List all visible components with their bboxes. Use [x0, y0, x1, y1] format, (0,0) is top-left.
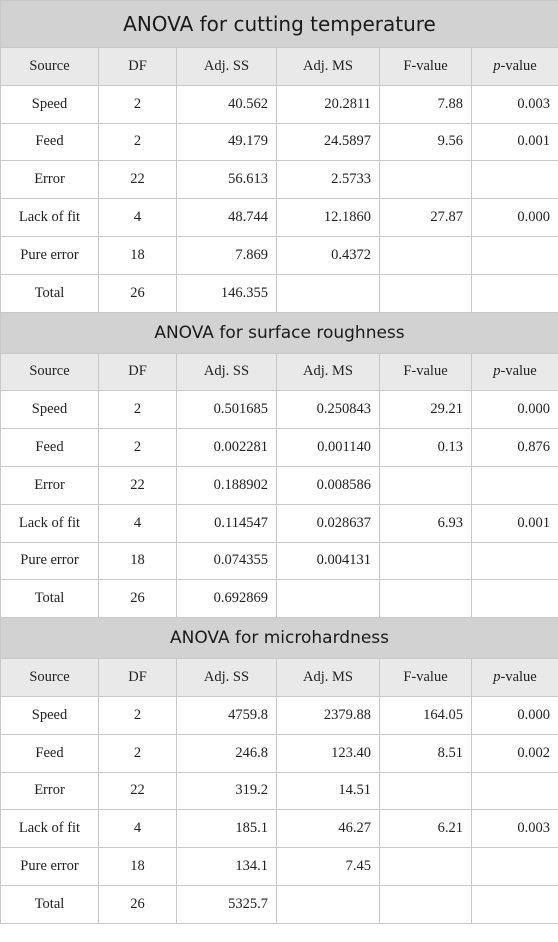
cell-adj-ms: 24.5897 — [277, 123, 380, 161]
cell-adj-ms: 20.2811 — [277, 85, 380, 123]
cell-p-value: 0.000 — [472, 391, 558, 429]
table-row — [1, 466, 558, 504]
header-adj-ss: Adj. SS — [177, 353, 277, 391]
cell-adj-ss: 319.2 — [177, 772, 277, 810]
table-row — [1, 429, 558, 467]
cell-adj-ms: 14.51 — [277, 772, 380, 810]
cell-adj-ms — [277, 274, 380, 312]
cell-adj-ms: 0.4372 — [277, 236, 380, 274]
cell-source: Error — [1, 161, 99, 199]
cell-source: Lack of fit — [1, 199, 99, 237]
cell-p-value: 0.000 — [472, 199, 558, 237]
cell-df: 26 — [99, 274, 177, 312]
section-title-row — [1, 1, 558, 48]
cell-p-value — [472, 848, 558, 886]
cell-df: 22 — [99, 772, 177, 810]
table-row — [1, 696, 558, 734]
header-source: Source — [1, 48, 99, 86]
cell-adj-ss: 40.562 — [177, 85, 277, 123]
cell-f-value: 27.87 — [380, 199, 472, 237]
cell-source: Error — [1, 466, 99, 504]
cell-source: Speed — [1, 391, 99, 429]
cell-f-value — [380, 848, 472, 886]
cell-p-value: 0.003 — [472, 810, 558, 848]
cell-f-value — [380, 274, 472, 312]
header-p-value — [472, 48, 558, 86]
cell-f-value: 7.88 — [380, 85, 472, 123]
cell-f-value — [380, 542, 472, 580]
header-df: DF — [99, 659, 177, 697]
cell-adj-ss: 146.355 — [177, 274, 277, 312]
cell-df: 18 — [99, 542, 177, 580]
cell-p-value: 0.000 — [472, 696, 558, 734]
cell-source: Feed — [1, 429, 99, 467]
cell-adj-ms: 0.250843 — [277, 391, 380, 429]
cell-p-value: 0.003 — [472, 85, 558, 123]
cell-f-value: 6.93 — [380, 504, 472, 542]
cell-source: Total — [1, 580, 99, 618]
cell-f-value: 8.51 — [380, 734, 472, 772]
header-p-suffix: -value — [500, 57, 537, 74]
cell-adj-ms: 0.004131 — [277, 542, 380, 580]
table-row — [1, 542, 558, 580]
cell-p-value — [472, 161, 558, 199]
table-row — [1, 580, 558, 618]
header-f-value: F-value — [380, 353, 472, 391]
cell-df: 2 — [99, 696, 177, 734]
cell-adj-ms: 2.5733 — [277, 161, 380, 199]
cell-df: 18 — [99, 848, 177, 886]
cell-p-value — [472, 236, 558, 274]
header-p-italic: p — [493, 57, 501, 74]
header-p-value — [472, 353, 558, 391]
cell-adj-ms: 0.028637 — [277, 504, 380, 542]
cell-df: 4 — [99, 199, 177, 237]
cell-adj-ms: 0.008586 — [277, 466, 380, 504]
cell-adj-ss: 185.1 — [177, 810, 277, 848]
table-row — [1, 85, 558, 123]
cell-adj-ss: 7.869 — [177, 236, 277, 274]
cell-adj-ms: 12.1860 — [277, 199, 380, 237]
cell-source: Pure error — [1, 542, 99, 580]
cell-source: Lack of fit — [1, 810, 99, 848]
cell-f-value — [380, 161, 472, 199]
cell-p-value — [472, 772, 558, 810]
cell-p-value: 0.002 — [472, 734, 558, 772]
header-p-italic: p — [493, 669, 501, 686]
cell-adj-ss: 4759.8 — [177, 696, 277, 734]
cell-df: 26 — [99, 885, 177, 923]
cell-f-value — [380, 885, 472, 923]
cell-p-value — [472, 885, 558, 923]
cell-f-value: 0.13 — [380, 429, 472, 467]
section-title: ANOVA for cutting temperature — [1, 1, 558, 48]
cell-source: Total — [1, 885, 99, 923]
cell-adj-ss: 0.501685 — [177, 391, 277, 429]
cell-f-value — [380, 466, 472, 504]
table-row — [1, 236, 558, 274]
cell-source: Total — [1, 274, 99, 312]
cell-adj-ss: 0.188902 — [177, 466, 277, 504]
column-header-row — [1, 48, 558, 86]
section-title-row — [1, 618, 558, 659]
header-p-suffix: -value — [500, 363, 537, 380]
table-row — [1, 504, 558, 542]
cell-adj-ss: 0.114547 — [177, 504, 277, 542]
cell-f-value — [380, 580, 472, 618]
cell-df: 26 — [99, 580, 177, 618]
table-row — [1, 848, 558, 886]
header-f-value: F-value — [380, 659, 472, 697]
cell-adj-ss: 49.179 — [177, 123, 277, 161]
table-row — [1, 123, 558, 161]
cell-adj-ms — [277, 885, 380, 923]
cell-df: 4 — [99, 504, 177, 542]
cell-p-value: 0.876 — [472, 429, 558, 467]
header-adj-ss: Adj. SS — [177, 659, 277, 697]
cell-f-value: 6.21 — [380, 810, 472, 848]
cell-f-value — [380, 772, 472, 810]
cell-f-value — [380, 236, 472, 274]
header-adj-ms: Adj. MS — [277, 353, 380, 391]
cell-adj-ms: 123.40 — [277, 734, 380, 772]
cell-df: 18 — [99, 236, 177, 274]
cell-df: 22 — [99, 466, 177, 504]
cell-source: Speed — [1, 696, 99, 734]
cell-adj-ss: 48.744 — [177, 199, 277, 237]
cell-adj-ss: 134.1 — [177, 848, 277, 886]
header-df: DF — [99, 48, 177, 86]
cell-df: 22 — [99, 161, 177, 199]
table-row — [1, 391, 558, 429]
header-adj-ss: Adj. SS — [177, 48, 277, 86]
cell-df: 2 — [99, 85, 177, 123]
cell-source: Speed — [1, 85, 99, 123]
header-adj-ms: Adj. MS — [277, 48, 380, 86]
cell-p-value — [472, 466, 558, 504]
cell-adj-ss: 5325.7 — [177, 885, 277, 923]
table-row — [1, 734, 558, 772]
cell-p-value — [472, 542, 558, 580]
cell-source: Lack of fit — [1, 504, 99, 542]
column-header-row — [1, 353, 558, 391]
cell-p-value — [472, 580, 558, 618]
section-title-row — [1, 312, 558, 353]
cell-df: 2 — [99, 391, 177, 429]
cell-df: 2 — [99, 734, 177, 772]
cell-adj-ss: 0.692869 — [177, 580, 277, 618]
cell-adj-ms: 7.45 — [277, 848, 380, 886]
cell-f-value: 29.21 — [380, 391, 472, 429]
table-row — [1, 810, 558, 848]
cell-p-value: 0.001 — [472, 504, 558, 542]
cell-source: Error — [1, 772, 99, 810]
cell-source: Pure error — [1, 848, 99, 886]
cell-source: Feed — [1, 734, 99, 772]
cell-df: 4 — [99, 810, 177, 848]
cell-f-value: 9.56 — [380, 123, 472, 161]
header-source: Source — [1, 353, 99, 391]
cell-source: Feed — [1, 123, 99, 161]
table-row — [1, 885, 558, 923]
cell-f-value: 164.05 — [380, 696, 472, 734]
cell-p-value: 0.001 — [472, 123, 558, 161]
table-row — [1, 199, 558, 237]
header-source: Source — [1, 659, 99, 697]
cell-adj-ms: 0.001140 — [277, 429, 380, 467]
table-row — [1, 274, 558, 312]
cell-df: 2 — [99, 429, 177, 467]
cell-adj-ms — [277, 580, 380, 618]
cell-adj-ss: 0.074355 — [177, 542, 277, 580]
cell-adj-ss: 0.002281 — [177, 429, 277, 467]
section-title: ANOVA for microhardness — [1, 618, 558, 659]
table-row — [1, 772, 558, 810]
cell-df: 2 — [99, 123, 177, 161]
header-f-value: F-value — [380, 48, 472, 86]
header-p-value — [472, 659, 558, 697]
header-df: DF — [99, 353, 177, 391]
column-header-row — [1, 659, 558, 697]
cell-adj-ss: 56.613 — [177, 161, 277, 199]
cell-source: Pure error — [1, 236, 99, 274]
cell-p-value — [472, 274, 558, 312]
table-row — [1, 161, 558, 199]
header-adj-ms: Adj. MS — [277, 659, 380, 697]
header-p-suffix: -value — [500, 669, 537, 686]
header-p-italic: p — [493, 363, 501, 380]
cell-adj-ss: 246.8 — [177, 734, 277, 772]
section-title: ANOVA for surface roughness — [1, 312, 558, 353]
cell-adj-ms: 46.27 — [277, 810, 380, 848]
cell-adj-ms: 2379.88 — [277, 696, 380, 734]
